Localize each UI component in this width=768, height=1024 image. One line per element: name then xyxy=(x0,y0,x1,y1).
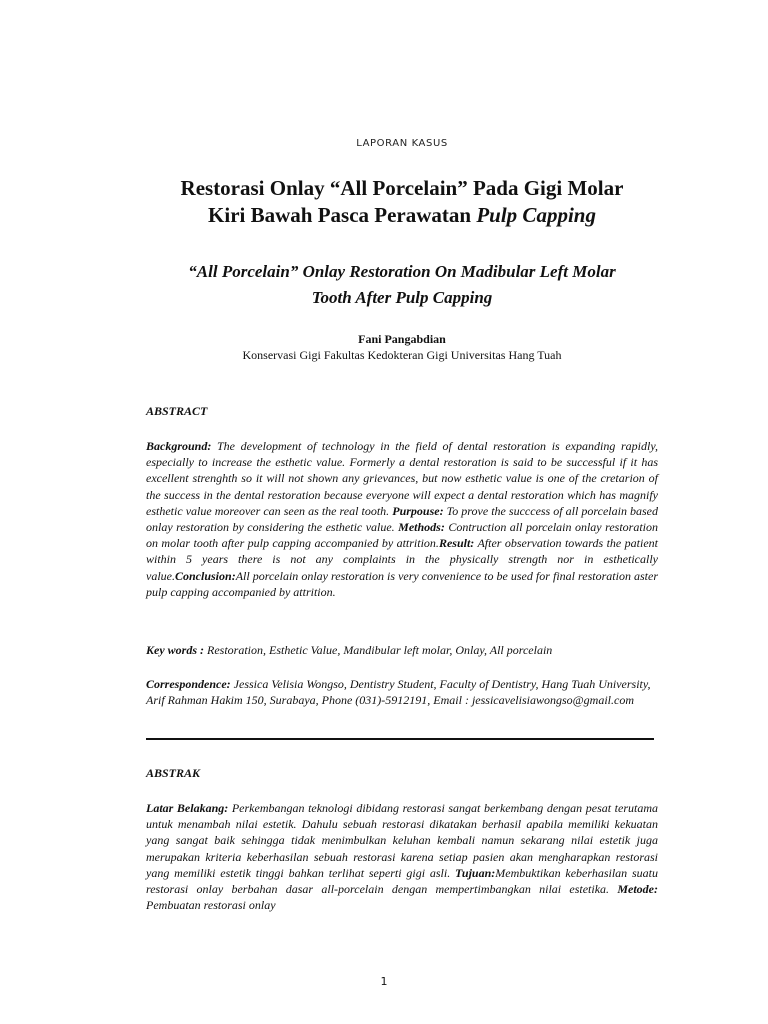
paper-title xyxy=(126,175,678,229)
correspondence-label: Correspondence: xyxy=(146,677,231,691)
title-line-2: Kiri Bawah Pasca Perawatan xyxy=(208,203,477,227)
result-label: Result: xyxy=(438,536,475,551)
methods-text: Contruction all porcelain onlay restoration on molar tooth after pulp capping accompanied by attrition. xyxy=(146,520,658,551)
metode-text: Pembuatan restorasi onlay xyxy=(146,898,276,913)
latar-text: Perkembangan teknologi dibidang restorasi sangat berkembang dengan pesat terutama untuk menambah nilai estetik. Dahulu sebuah restorasi dikatakan berhasil apabila memiliki kekuatan yang sangat baik sehingga tidak menimbulkan keluhan kembali namun sekarang nilai estetik juga merupakan kriteria keberhasilan sebuah restorasi karena setiap pasien akan mengharapkan restorasi yang memiliki estetik tinggi bahkan terlihat seperti gigi asli. xyxy=(146,801,659,880)
result-text: After observation towards the patient within 5 years there is not any complaints in the physically strength nor in esthetically value. xyxy=(146,536,658,583)
subtitle-line-1: “All Porcelain” Onlay Restoration On Madibular Left Molar xyxy=(188,262,616,281)
author-name: Fani Pangabdian xyxy=(358,332,446,346)
title-line-2-italic: Pulp Capping xyxy=(476,203,596,227)
page-number: 1 xyxy=(380,975,388,988)
abstract-body xyxy=(146,438,658,600)
subtitle-line-2: Tooth After Pulp Capping xyxy=(311,288,493,307)
purpose-text: To prove the succcess of all porcelain based onlay restoration by considering the esthetic value. xyxy=(146,503,659,535)
background-label: Background: xyxy=(146,439,212,453)
latar-label: Latar Belakang: xyxy=(146,801,229,815)
abstract-heading: ABSTRACT xyxy=(146,404,208,418)
background-text: The development of technology in the field of dental restoration is expanding rapidly, especially to increase the esthetic value. Formerly a dental restoration is said to be successful if it has excellent strenghth so it will not shown any grievances, but now esthetic value is one of the cretarion of the success in the dental restoration because everyone will expect a dental restoration which has magnify esthetic value moreover can seen as the real tooth. xyxy=(146,439,658,518)
purpose-label: Purpouse: xyxy=(392,503,444,518)
keywords-text: Restoration, Esthetic Value, Mandibular left molar, Onlay, All porcelain xyxy=(204,643,553,657)
tujuan-label: Tujuan: xyxy=(455,865,496,880)
report-type-label: LAPORAN KASUS xyxy=(356,138,448,149)
paper-subtitle xyxy=(126,259,678,311)
author-affiliation: Konservasi Gigi Fakultas Kedokteran Gigi Universitas Hang Tuah xyxy=(242,348,562,362)
conclusion-text: All porcelain onlay restoration is very convenience to be used for final restoration aster pulp capping accompanied by attrition. xyxy=(146,568,658,599)
methods-label: Methods: xyxy=(398,520,445,535)
abstrak-body xyxy=(146,800,658,913)
correspondence xyxy=(146,676,658,708)
correspondence-text: Jessica Velisia Wongso, Dentistry Student, Faculty of Dentistry, Hang Tuah University, Arif Rahman Hakim 150, Surabaya, Phone (031)-5912191, Email : jessicavelisiawongso@gmail.com xyxy=(146,677,651,708)
section-divider xyxy=(146,738,654,740)
conclusion-label: Conclusion: xyxy=(175,568,236,583)
tujuan-text: Membuktikan keberhasilan suatu restorasi onlay berbahan dasar all-porcelain dengan mempertimbangkan nilai estetika. xyxy=(146,865,658,897)
metode-label: Metode: xyxy=(617,882,658,897)
abstrak-heading: ABSTRAK xyxy=(146,766,201,780)
title-line-1: Restorasi Onlay “All Porcelain” Pada Gigi Molar xyxy=(180,176,624,200)
keywords-label: Key words : xyxy=(146,643,204,657)
keywords xyxy=(146,642,658,658)
